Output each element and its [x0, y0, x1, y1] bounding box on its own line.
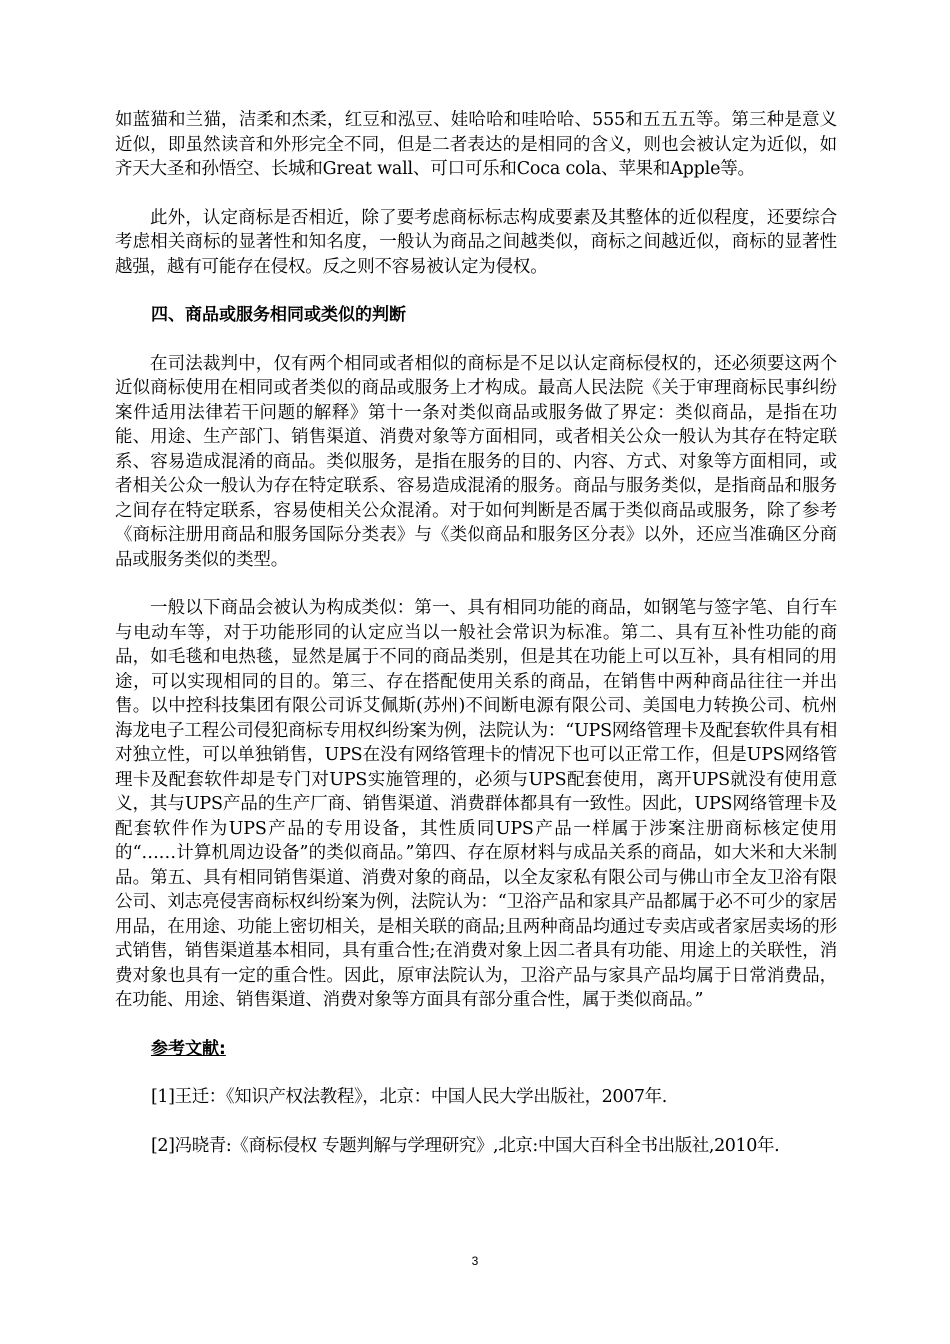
page-number: 3	[471, 1254, 479, 1268]
paragraph-similar-goods-types: 一般以下商品会被认为构成类似：第一、具有相同功能的商品，如钢笔与签字笔、自行车与电动车等，对于功能形同的认定应当以一般社会常识为标准。第二、具有互补性功能的商品，如毛毯和电热毯，显然是属于不同的商品类别，但是其在功能上可以互补，具有相同的用途，可以实现相同的目的。第三、存在搭配使用关系的商品，在销售中两种商品往往一并出售。以中控科技集团有限公司诉艾佩斯(苏州)不间断电源有限公司、美国电力转换公司、杭州海龙电子工程公司侵犯商标专用权纠纷案为例，法院认为：“UPS网络管理卡及配套软件具有相对独立性，可以单独销售，UPS在没有网络管理卡的情况下也可以正常工作，但是UPS网络管理卡及配套软件却是专门对UPS实施管理的，必须与UPS配套使用，离开UPS就没有使用意义，其与UPS产品的生产厂商、销售渠道、消费群体都具有一致性。因此，UPS网络管理卡及配套软件作为UPS产品的专用设备，其性质同UPS产品一样属于涉案注册商标核定使用的“……计算机周边设备”的类似商品。”第四、存在原材料与成品关系的商品，如大米和大米制品。第五、具有相同销售渠道、消费对象的商品，以全友家私有限公司与佛山市全友卫浴有限公司、刘志亮侵害商标权纠纷案为例，法院认为：“卫浴产品和家具产品都属于必不可少的家居用品，在用途、功能上密切相关，是相关联的商品;且两种商品均通过专卖店或者家居卖场的形式销售，销售渠道基本相同，具有重合性;在消费对象上因二者具有功能、用途上的关联性，消费对象也具有一定的重合性。因此，原审法院认为，卫浴产品与家具产品均属于日常消费品，在功能、用途、销售渠道、消费对象等方面具有部分重合性，属于类似商品。”	[115, 598, 837, 1010]
paragraph-judicial-definition: 在司法裁判中，仅有两个相同或者相似的商标是不足以认定商标侵权的，还必须要这两个近似商标使用在相同或者类似的商品或服务上才构成。最高人民法院《关于审理商标民事纠纷案件适用法律若干问题的解释》第十一条对类似商品或服务做了界定：类似商品，是指在功能、用途、生产部门、销售渠道、消费对象等方面相同，或者相关公众一般认为其存在特定联系、容易造成混淆的商品。类似服务，是指在服务的目的、内容、方式、对象等方面相同，或者相关公众一般认为存在特定联系、容易造成混淆的服务。商品与服务类似，是指商品和服务之间存在特定联系，容易使相关公众混淆。对于如何判断是否属于类似商品或服务，除了参考《商标注册用商品和服务国际分类表》与《类似商品和服务区分表》以外，还应当准确区分商品或服务类似的类型。	[115, 353, 837, 570]
document-page	[115, 108, 837, 1158]
paragraph-gap	[115, 182, 837, 206]
paragraph-similarity-meaning: 如蓝猫和兰猫，洁柔和杰柔，红豆和泓豆、娃哈哈和哇哈哈、555和五五五等。第三种是意义近似，即虽然读音和外形完全不同，但是二者表达的是相同的含义，则也会被认定为近似，如齐天大圣和孙悟空、长城和Great wall、可口可乐和Coca cola、苹果和Apple等。	[115, 110, 837, 179]
paragraph-gap	[115, 572, 837, 596]
paragraph-gap	[115, 279, 837, 303]
paragraph-gap	[115, 1013, 837, 1037]
paragraph-distinctiveness: 此外，认定商标是否相近，除了要考虑商标标志构成要素及其整体的近似程度，还要综合考虑相关商标的显著性和知名度，一般认为商品之间越类似，商标之间越近似，商标的显著性越强，越有可能存在侵权。反之则不容易被认定为侵权。	[115, 207, 837, 277]
paragraph-gap	[115, 1110, 837, 1134]
reference-item-1: [1]王迁：《知识产权法教程》，北京：中国人民大学出版社，2007年.	[151, 1087, 667, 1107]
paragraph-gap	[115, 1061, 837, 1085]
paragraph-gap	[115, 328, 837, 352]
reference-item-2: [2]冯晓青:《商标侵权 专题判解与学理研究》,北京:中国大百科全书出版社,2010年.	[151, 1135, 780, 1156]
section-heading-4: 四、商品或服务相同或类似的判断	[151, 305, 406, 325]
references-title: 参考文献:	[151, 1038, 226, 1059]
